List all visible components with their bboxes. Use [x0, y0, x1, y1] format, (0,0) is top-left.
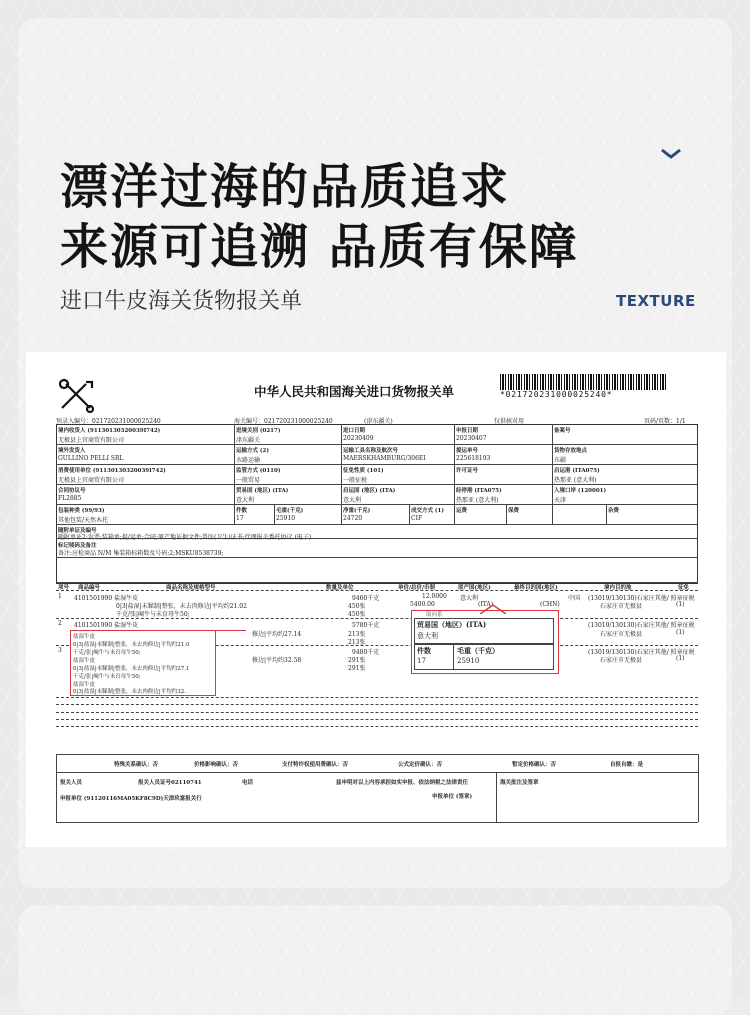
- goods-header-name: 商品名称及规格型号: [166, 585, 216, 591]
- docs-value: 随附单证2:发票;装箱单;提/运单;合同;原产地证据文件;兽医(卫生)证书;代理报关委托协议 (电子): [58, 534, 312, 541]
- confirm-tentative: 暂定价格确认：否: [512, 762, 557, 768]
- barcode-text: *021720231000025240*: [500, 390, 613, 399]
- goods-1-no: 1: [58, 593, 62, 600]
- goods-header-origin: 原产国(地区): [458, 585, 491, 591]
- vessel-value: MAERSKHAMBURG/306EI: [343, 455, 426, 462]
- callout2-trade-label: 贸易国（地区）(ITA): [417, 620, 487, 629]
- declarant-cert: 报关人员证号02110741: [138, 780, 202, 786]
- brand-label: TEXTURE: [616, 292, 696, 310]
- goods-1-spec1: 0|3|盐湿|未鞣制|整张，未去肉修边|平均约21.02: [116, 603, 247, 610]
- goods-2-code: 4101501990 盐湿牛皮: [74, 622, 139, 629]
- goods-2-spec: 修边|平均约27.14: [252, 631, 302, 638]
- bill-label: 提运单号: [456, 448, 479, 454]
- supervision-value: 一般贸易: [236, 477, 261, 484]
- goods-header-dest: 最终目的国(地区): [514, 585, 558, 591]
- goods-3-domestic: (13019/130130)石家庄其他/ 照章征税: [588, 649, 695, 656]
- license-label: 许可证号: [456, 468, 479, 474]
- confirm-special: 特殊关系确认：否: [114, 762, 159, 768]
- storage-value: 东疆: [554, 457, 567, 464]
- goods-1-dest-code: (CHN): [540, 601, 560, 608]
- net-label: 净重(千克): [343, 508, 371, 514]
- statement: 兹申明对以上内容承担如实申报、依法纳税之法律责任: [336, 780, 469, 786]
- callout1-line7: 盐湿牛皮: [73, 682, 96, 688]
- spec-callout: [70, 630, 216, 696]
- package-label: 包装种类 (99/93): [58, 508, 105, 514]
- goods-1-dest: 中国: [568, 595, 581, 602]
- import-date-label: 进口日期: [343, 428, 366, 434]
- shipper-label: 境外发货人: [58, 448, 86, 454]
- customs-number: 海关编号：021720231000025240: [234, 418, 333, 425]
- user-value: 无极县上官商贸有限公司: [58, 477, 125, 484]
- subtitle: 进口牛皮海关货物报关单: [60, 289, 303, 314]
- goods-header-qty: 数量及单位: [326, 585, 354, 591]
- agent-seal: 申报单位 (签章): [432, 794, 473, 800]
- goods-header-domestic: 境内目的地: [604, 585, 632, 591]
- entry-port-value: 津东疆关: [236, 437, 261, 444]
- goods-3-q3: 291张: [348, 665, 366, 672]
- goods-1-q2: 450张: [348, 603, 366, 610]
- vessel-label: 运输工具名称及航次号: [343, 448, 399, 454]
- pre-entry-number: 预录入编号：021720231000025240: [56, 418, 161, 425]
- marks-value: 备注:应检商品 N/M 集装箱标箱数及号码:2;MSKU8538739;: [58, 550, 224, 557]
- callout1-line3: 千克/张|阉牛与未育母牛50;: [73, 650, 141, 656]
- pieces-value: 17: [236, 515, 244, 522]
- trade-callout: [411, 610, 559, 674]
- callout1-leader: [214, 630, 246, 631]
- goods-3-domestic2: 石家庄市无极县: [600, 657, 643, 664]
- goods-2-domestic: (13019/130130)石家庄其他/ 照章征税: [588, 622, 695, 629]
- approval-label: 海关批注及签章: [500, 780, 539, 786]
- departure-label: 启运港 (ITA075): [554, 468, 600, 474]
- marks-label: 标记唛码及备注: [58, 543, 97, 549]
- goods-2-q3: 213张: [348, 639, 366, 646]
- trade-country-label: 贸易国 (地区) (ITA): [236, 488, 289, 494]
- goods-header-no: 项号: [58, 585, 70, 591]
- origin-country-value: 意大利: [343, 497, 362, 504]
- freight-label: 运费: [456, 508, 468, 514]
- consignee-label: 境内收货人 (91130130320039I742): [58, 428, 161, 434]
- callout1-line4: 盐湿牛皮: [73, 658, 96, 664]
- goods-2-q2: 213张: [348, 631, 366, 638]
- contract-value: FL2885: [58, 495, 82, 502]
- goods-3-no: 3: [58, 647, 62, 654]
- consignee-value: 无极县上官商贸有限公司: [58, 437, 125, 444]
- origin-country-label: 启运国 (地区) (ITA): [343, 488, 396, 494]
- goods-3-levy: (1): [676, 655, 685, 662]
- callout2-weight-box: [414, 644, 554, 670]
- callout1-line6: 千克/张|阉牛与未育母牛50;: [73, 674, 141, 680]
- net-value: 24720: [343, 515, 363, 522]
- trade-country-value: 意大利: [236, 497, 255, 504]
- storage-label: 货物存放地点: [554, 448, 588, 454]
- callout2-trade-value: 意大利: [417, 632, 438, 640]
- insurance-label: 保费: [508, 508, 520, 514]
- page-number: 页码/页数：1/1: [644, 418, 686, 425]
- confirm-formula: 公式定价确认：否: [398, 762, 443, 768]
- next-card: [18, 905, 732, 1015]
- confirm-self: 自报自缴：是: [610, 762, 644, 768]
- callout2-peek: 取向系: [426, 612, 443, 618]
- misc-label: 杂费: [608, 508, 620, 514]
- import-date-value: 20230409: [343, 435, 374, 442]
- transport-label: 运输方式 (2): [236, 448, 269, 454]
- terms-label: 成交方式 (1): [411, 508, 444, 514]
- goods-1-origin-code: (ITA): [478, 601, 494, 608]
- callout1-line1: 盐湿牛皮: [73, 634, 96, 640]
- terms-value: CIF: [411, 515, 423, 522]
- customs-office: (津东疆关): [364, 418, 393, 425]
- goods-3-q2: 291张: [348, 657, 366, 664]
- goods-1-levy: (1): [676, 601, 685, 608]
- confirm-price: 价格影响确认：否: [194, 762, 239, 768]
- phone-label: 电话: [242, 780, 254, 786]
- package-value: 其他包装/天然木托: [58, 517, 109, 524]
- record-label: 备案号: [554, 428, 571, 434]
- goods-2-levy: (1): [676, 629, 685, 636]
- goods-header-price: 单价/总价/币制: [398, 585, 436, 591]
- gross-value: 25910: [276, 515, 296, 522]
- shipper-value: GULLINO PELLI SRL: [58, 455, 124, 462]
- transport-value: 水路运输: [236, 457, 261, 464]
- goods-1-spec2: 千克/张|阉牛与未育母牛50;: [116, 611, 190, 618]
- declare-date-label: 申报日期: [456, 428, 479, 434]
- goods-1-domestic2: 石家庄市无极县: [600, 603, 643, 610]
- docs-label: 随附单证及编号: [58, 528, 97, 534]
- barcode: [500, 374, 666, 390]
- transit-label: 经停港 (ITA075): [456, 488, 502, 494]
- goods-1-code: 4101501990 盐湿牛皮: [74, 595, 139, 602]
- goods-1-q3: 450张: [348, 611, 366, 618]
- goods-2-q1: 5780千克: [352, 622, 380, 629]
- supervision-label: 监管方式 (0110): [236, 468, 281, 474]
- callout1-line8: 0|3|盐湿|未鞣制|整张，未去肉修边|平均约32.: [73, 689, 187, 695]
- entry-port-label: 进境关别 (0217): [236, 428, 281, 434]
- levy-value: 一般征税: [343, 477, 368, 484]
- goods-header-levy: 征免: [678, 585, 690, 591]
- callout2-leader: [480, 604, 506, 614]
- pieces-label: 件数: [236, 508, 248, 514]
- headline-line2: 来源可追溯 品质有保障: [60, 219, 579, 275]
- confirm-royalty: 支付特许权使用费确认：否: [282, 762, 349, 768]
- contract-label: 合同协议号: [58, 488, 86, 494]
- departure-value: 热那亚 (意大利): [554, 477, 597, 484]
- headline-line1: 漂洋过海的品质追求: [60, 159, 511, 215]
- entry-place-label: 入境口岸 (120001): [554, 488, 607, 494]
- callout2-trade-box: [414, 618, 554, 644]
- chevron-down-icon: [660, 148, 682, 160]
- callout1-line2: 0|3|盐湿|未鞣制|整张，未去肉修边|平均约21.0: [73, 642, 190, 648]
- user-label: 消费使用单位 (91130130320039I742): [58, 468, 166, 474]
- goods-1-origin: 意大利: [460, 595, 479, 602]
- gross-label: 毛重(千克): [276, 508, 304, 514]
- goods-2-no: 2: [58, 620, 62, 627]
- form-title: 中华人民共和国海关进口货物报关单: [254, 384, 455, 399]
- declare-date-value: 20230407: [456, 435, 487, 442]
- transit-value: 热那亚 (意大利): [456, 497, 499, 504]
- entry-place-value: 天津: [554, 497, 567, 504]
- callout2-pieces-label: 件数: [417, 646, 431, 655]
- callout2-gross-value: 25910: [457, 657, 480, 665]
- goods-1-total: 5400.00: [410, 601, 435, 608]
- callout2-pieces-value: 17: [417, 657, 426, 665]
- customs-emblem-icon: [56, 378, 96, 414]
- agent: 申报单位 (91120116MA05KF8C9D)天津玖富报关行: [60, 796, 202, 802]
- declarant-label: 报关人员: [60, 780, 83, 786]
- goods-1-q1: 9460千克: [352, 595, 380, 602]
- bill-value: 225618193: [456, 455, 491, 462]
- goods-3-spec: 修边|平均约32.58: [252, 657, 302, 664]
- goods-2-domestic2: 石家庄市无极县: [600, 631, 643, 638]
- goods-1-price: 12.0000: [422, 593, 447, 600]
- levy-label: 征免性质 (101): [343, 468, 384, 474]
- customs-declaration-document: [26, 352, 726, 847]
- goods-header-code: 商品编号: [78, 585, 101, 591]
- copy-note: 仅供核对用: [494, 418, 525, 425]
- callout1-line5: 0|3|盐湿|未鞣制|整张，未去肉修边|平均约27.1: [73, 666, 190, 672]
- callout2-gross-label: 毛重（千克）: [457, 646, 499, 655]
- goods-3-q1: 9480千克: [352, 649, 380, 656]
- goods-1-domestic: (13019/130130)石家庄其他/ 照章征税: [588, 595, 695, 602]
